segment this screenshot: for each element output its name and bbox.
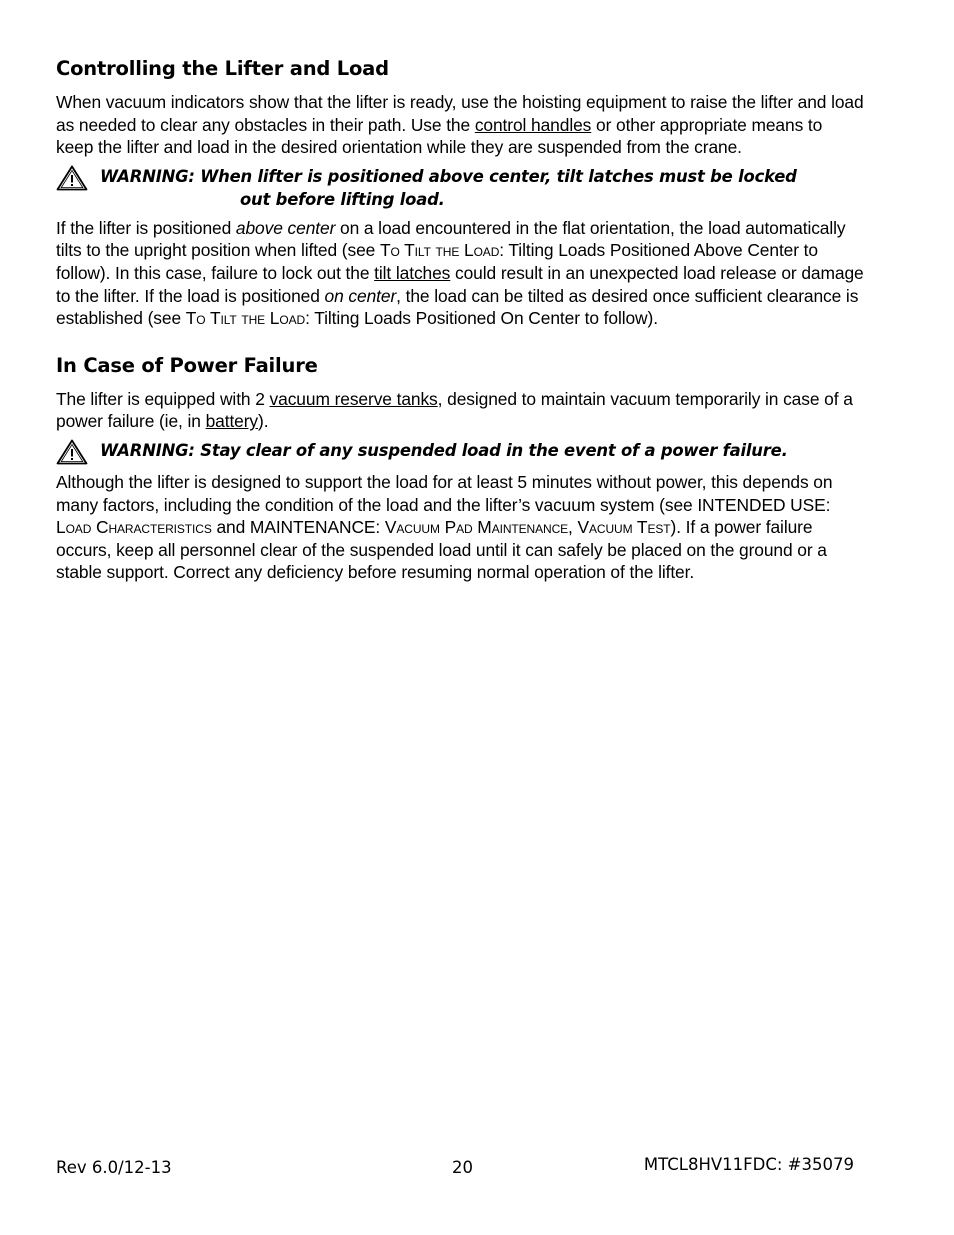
- section-controlling-lifter: [56, 55, 864, 330]
- text-run: or other appropriate means to keep the lifter and load in the desired orientation while they are suspended from the crane.: [56, 114, 823, 158]
- paragraph: [56, 388, 864, 433]
- cross-reference: Load Characteristics: [56, 517, 212, 538]
- text-run: ).: [258, 411, 269, 432]
- cross-reference: To Tilt the Load: [379, 240, 500, 261]
- section-heading: Controlling the Lifter and Load: [56, 57, 389, 80]
- warning-triangle-icon: [56, 439, 88, 465]
- document-page: [56, 55, 864, 584]
- text-run: ,: [568, 517, 578, 538]
- text-run: When vacuum indicators show that the lifter is ready, use the hoisting equipment to raise the lifter and load as needed to clear any obstacles in their path. Use the: [56, 92, 864, 135]
- warning-triangle-icon: [56, 165, 88, 191]
- text-run: and MAINTENANCE:: [211, 517, 385, 538]
- text-run: If the lifter is positioned: [56, 217, 236, 238]
- text-run: : Tilting Loads Positioned Above Center to follow). In this case, failure to lock out the: [56, 240, 818, 283]
- vacuum-reserve-tanks-link[interactable]: vacuum reserve tanks: [269, 388, 438, 409]
- cross-reference: Vacuum Pad Maintenance: [384, 517, 569, 538]
- text-run: , the load can be tilted as desired once sufficient clearance is established (see: [56, 285, 859, 329]
- cross-reference: Vacuum Test: [577, 517, 671, 538]
- model-number: MTCL8HV11FDC: #35079: [643, 1155, 854, 1174]
- warning-notice: [56, 439, 864, 465]
- text-run: on a load encountered in the flat orientation, the load automatically tilts to the upright position when lifted (see: [56, 217, 846, 261]
- warning-line: out before lifting load.: [240, 189, 445, 209]
- tilt-latches-link[interactable]: tilt latches: [374, 262, 451, 283]
- text-run: could result in an unexpected load release or damage to the lifter. If the load is positioned: [56, 262, 864, 306]
- warning-line: WARNING: Stay clear of any suspended load in the event of a power failure.: [100, 440, 788, 460]
- warning-notice: [56, 165, 864, 211]
- page-footer: [56, 1155, 854, 1183]
- warning-line: WARNING: When lifter is positioned above center, tilt latches must be locked: [100, 166, 797, 186]
- warning-text: [100, 439, 788, 462]
- emphasis: on center: [324, 285, 397, 306]
- cross-reference: To Tilt the Load: [185, 308, 306, 329]
- text-run: ). If a power failure occurs, keep all personnel clear of the suspended load until it can safely be placed on the ground or a stable support. Correct any deficiency before resuming normal operation of the lifter.: [56, 517, 827, 583]
- text-run: Although the lifter is designed to support the load for at least 5 minutes without power, this depends on many factors, including the condition of the load and the lifter’s vacuum system (see INTENDED USE:: [56, 471, 833, 515]
- paragraph: [56, 471, 864, 584]
- control-handles-link[interactable]: control handles: [474, 114, 592, 135]
- warning-text: [100, 165, 797, 211]
- page-number: 20: [452, 1158, 473, 1177]
- revision-label: Rev 6.0/12-13: [56, 1158, 172, 1177]
- text-run: The lifter is equipped with 2: [56, 388, 270, 409]
- battery-link[interactable]: battery: [205, 411, 259, 432]
- text-run: , designed to maintain vacuum temporarily in case of a power failure (ie, in: [56, 388, 853, 432]
- emphasis: above center: [235, 217, 336, 238]
- paragraph: [56, 91, 864, 159]
- section-heading: In Case of Power Failure: [56, 353, 318, 377]
- text-run: : Tilting Loads Positioned On Center to follow).: [305, 308, 658, 329]
- section-power-failure: [56, 352, 864, 584]
- paragraph: [56, 217, 864, 330]
